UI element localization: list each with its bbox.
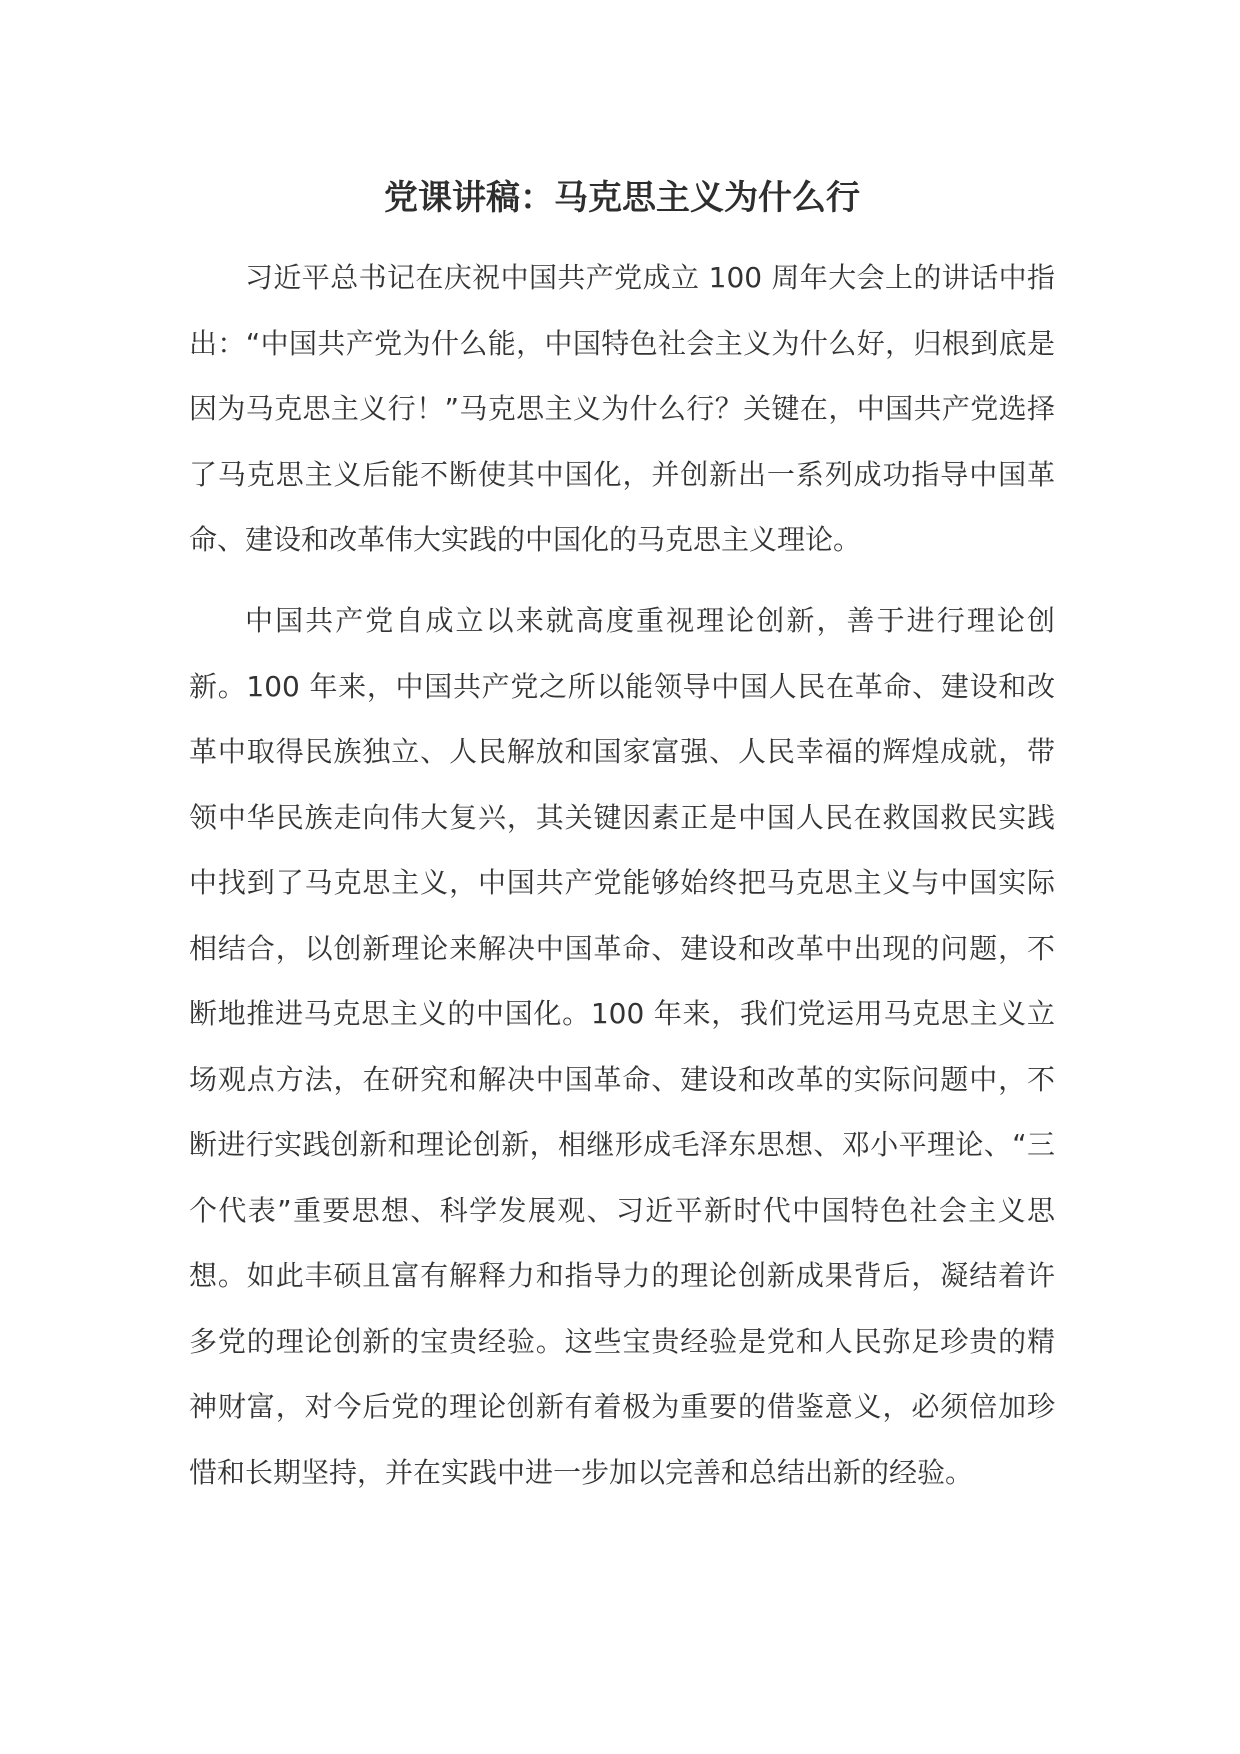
body-paragraph-2: 中国共产党自成立以来就高度重视理论创新，善于进行理论创新。100 年来，中国共产党之所以能领导中国人民在革命、建设和改革中取得民族独立、人民解放和国家富强、人民幸福的辉煌成就，带领中华民族走向伟大复兴，其关键因素正是中国人民在救国救民实践中找到了马克思主义，中国共产党能够始终把马克思主义与中国实际相结合，以创新理论来解决中国革命、建设和改革中出现的问题，不断地推进马克思主义的中国化。100 年来，我们党运用马克思主义立场观点方法，在研究和解决中国革命、建设和改革的实际问题中，不断进行实践创新和理论创新，相继形成毛泽东思想、邓小平理论、“三个代表”重要思想、科学发展观、习近平新时代中国特色社会主义思想。如此丰硕且富有解释力和指导力的理论创新成果背后，凝结着许多党的理论创新的宝贵经验。这些宝贵经验是党和人民弥足珍贵的精神财富，对今后党的理论创新有着极为重要的借鉴意义，必须倍加珍惜和长期坚持，并在实践中进一步加以完善和总结出新的经验。 — [189, 604, 1055, 1489]
body-paragraph-1: 习近平总书记在庆祝中国共产党成立 100 周年大会上的讲话中指出：“中国共产党为什么能，中国特色社会主义为什么好，归根到底是因为马克思主义行！”马克思主义为什么行？关键在，中国共产党选择了马克思主义后能不断使其中国化，并创新出一系列成功指导中国革命、建设和改革伟大实践的中国化的马克思主义理论。 — [189, 261, 1055, 556]
document-title: 党课讲稿：马克思主义为什么行 — [384, 178, 860, 218]
